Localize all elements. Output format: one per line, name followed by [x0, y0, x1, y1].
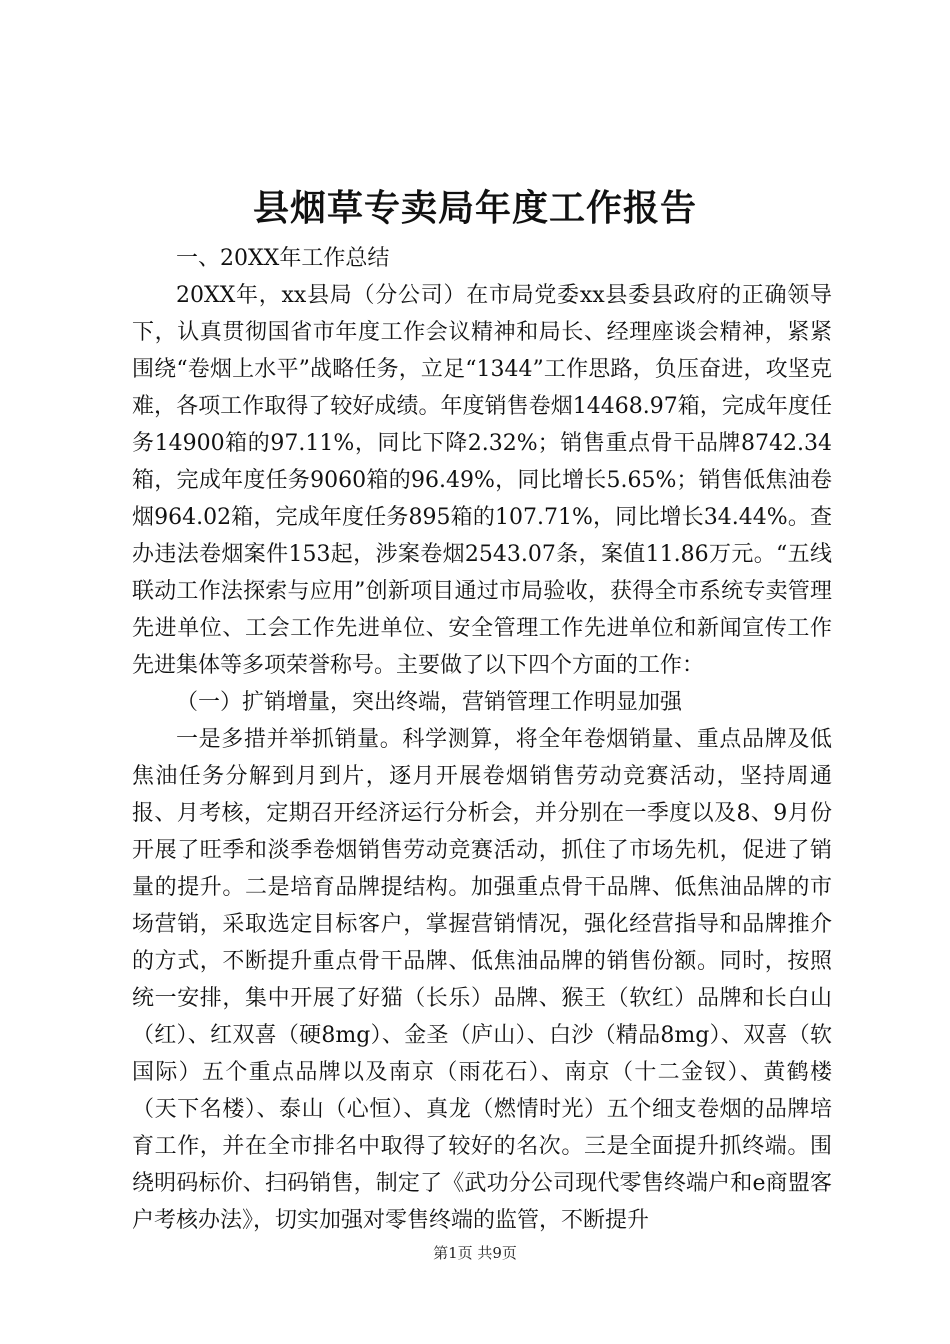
summary-paragraph: 20XX年，xx县局（分公司）在市局党委xx县委县政府的正确领导下，认真贯彻国省市年度工作会议精神和局长、经理座谈会精神，紧紧围绕“卷烟上水平”战略任务，立足“1344”工作思路，负压奋进，攻坚克难，各项工作取得了较好成绩。年度销售卷烟14468.97箱，完成年度任务14900箱的97.11%，同比下降2.32%；销售重点骨干品牌8742.34箱，完成年度任务9060箱的96.49%，同比增长5.65%；销售低焦油卷烟964.02箱，完成年度任务895箱的107.71%，同比增长34.44%。查办违法卷烟案件153起，涉案卷烟2543.07条，案值11.86万元。“五线联动工作法探索与应用”创新项目通过市局验收，获得全市系统专卖管理先进单位、工会工作先进单位、安全管理工作先进单位和新闻宣传工作先进集体等多项荣誉称号。主要做了以下四个方面的工作： — [132, 283, 832, 678]
document-title: 县烟草专卖局年度工作报告 — [252, 187, 697, 229]
document-body — [132, 240, 832, 1239]
section-heading: 一、20XX年工作总结 — [176, 246, 390, 271]
subsection-heading: （一）扩销增量，突出终端，营销管理工作明显加强 — [176, 690, 683, 715]
marketing-paragraph: 一是多措并举抓销量。科学测算，将全年卷烟销量、重点品牌及低焦油任务分解到月到片，逐月开展卷烟销售劳动竞赛活动，坚持周通报、月考核，定期召开经济运行分析会，并分别在一季度以及8、9月份开展了旺季和淡季卷烟销售劳动竞赛活动，抓住了市场先机，促进了销量的提升。二是培育品牌提结构。加强重点骨干品牌、低焦油品牌的市场营销，采取选定目标客户，掌握营销情况，强化经营指导和品牌推介的方式，不断提升重点骨干品牌、低焦油品牌的销售份额。同时，按照统一安排，集中开展了好猫（长乐）品牌、猴王（软红）品牌和长白山（红）、红双喜（硬8mg）、金圣（庐山）、白沙（精品8mg）、双喜（软国际）五个重点品牌以及南京（雨花石）、南京（十二金钗）、黄鹤楼（天下名楼）、泰山（心恒）、真龙（燃情时光）五个细支卷烟的品牌培育工作，并在全市排名中取得了较好的名次。三是全面提升抓终端。围绕明码标价、扫码销售，制定了《武功分公司现代零售终端户和e商盟客户考核办法》，切实加强对零售终端的监管，不断提升 — [132, 727, 832, 1233]
page-number-footer: 第1页 共9页 — [433, 1244, 517, 1262]
